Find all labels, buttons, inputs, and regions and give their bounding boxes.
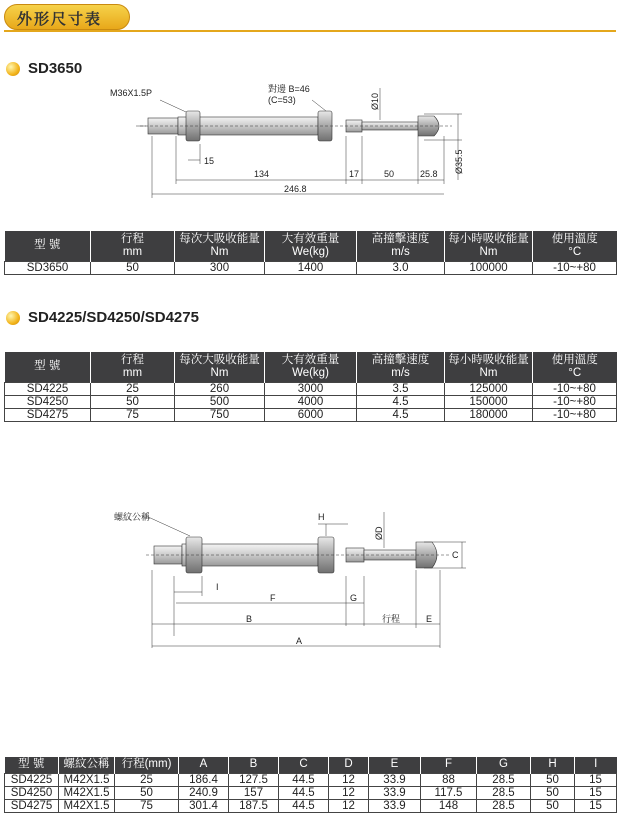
table-cell: SD4250 xyxy=(5,786,59,799)
table-cell: 15 xyxy=(575,786,617,799)
header-cell: 行程(mm) xyxy=(115,757,179,773)
bullet-icon xyxy=(6,311,20,325)
table-cell: 75 xyxy=(91,408,175,421)
table-cell: 157 xyxy=(229,786,279,799)
header-cell: 使用溫度 °C xyxy=(533,352,617,382)
sd3650-drawing xyxy=(0,80,620,205)
dim-25-8: 25.8 xyxy=(420,169,438,179)
table-cell: SD4225 xyxy=(5,773,59,786)
table-cell: M42X1.5 xyxy=(59,773,115,786)
header-cell: 行程 mm xyxy=(91,352,175,382)
table-row xyxy=(5,395,617,408)
header-cell: 螺紋公稱 xyxy=(59,757,115,773)
flat-label-1: 對邊 B=46 xyxy=(268,84,310,94)
table-row xyxy=(5,799,617,812)
header-cell: 型 號 xyxy=(5,352,91,382)
collar xyxy=(346,120,362,132)
dim-17: 17 xyxy=(349,169,360,179)
table-row xyxy=(5,786,617,799)
table-cell: 1400 xyxy=(265,261,357,274)
table-cell: 6000 xyxy=(265,408,357,421)
table-cell: -10~+80 xyxy=(533,382,617,395)
table-cell: 15 xyxy=(575,799,617,812)
header-cell: I xyxy=(575,757,617,773)
table-cell: 12 xyxy=(329,773,369,786)
header-cell: D xyxy=(329,757,369,773)
table-cell: 12 xyxy=(329,799,369,812)
table-cell: 4000 xyxy=(265,395,357,408)
table-cell: 3.5 xyxy=(357,382,445,395)
table-header-row xyxy=(5,352,617,382)
label-A: A xyxy=(296,636,303,646)
table-cell: SD4275 xyxy=(5,799,59,812)
table-cell: 50 xyxy=(531,786,575,799)
header-cell: G xyxy=(477,757,531,773)
table-cell: M42X1.5 xyxy=(59,786,115,799)
table-cell: 117.5 xyxy=(421,786,477,799)
header-cell: 型 號 xyxy=(5,231,91,261)
header-cell: H xyxy=(531,757,575,773)
label-F: F xyxy=(270,593,276,603)
sd42xx-drawing xyxy=(0,500,620,660)
table-cell: 240.9 xyxy=(179,786,229,799)
table-cell: 50 xyxy=(531,773,575,786)
table-cell: 28.5 xyxy=(477,799,531,812)
header-cell: 每小時吸收能量 Nm xyxy=(445,352,533,382)
header-cell: C xyxy=(279,757,329,773)
table-cell: 127.5 xyxy=(229,773,279,786)
table-cell: 148 xyxy=(421,799,477,812)
header-cell: 高撞擊速度 m/s xyxy=(357,231,445,261)
header-cell: 高撞擊速度 m/s xyxy=(357,352,445,382)
table-cell: 125000 xyxy=(445,382,533,395)
table-cell: 33.9 xyxy=(369,799,421,812)
table-cell: 100000 xyxy=(445,261,533,274)
table-cell: 44.5 xyxy=(279,773,329,786)
header-cell: 大有效重量 We(kg) xyxy=(265,231,357,261)
table-row xyxy=(5,261,617,274)
table-cell: 12 xyxy=(329,786,369,799)
table-header-row xyxy=(5,231,617,261)
thread-label: M36X1.5P xyxy=(110,88,153,98)
label-stroke: 行程 xyxy=(382,614,401,624)
table-row xyxy=(5,382,617,395)
table-cell: 28.5 xyxy=(477,786,531,799)
table-header-row xyxy=(5,757,617,773)
table-cell: 28.5 xyxy=(477,773,531,786)
table-row xyxy=(5,773,617,786)
header-cell: 每小時吸收能量 Nm xyxy=(445,231,533,261)
header-cell: 每次大吸收能量 Nm xyxy=(175,352,265,382)
table-cell: 25 xyxy=(91,382,175,395)
dim-246-8: 246.8 xyxy=(284,184,307,194)
table-cell: 44.5 xyxy=(279,799,329,812)
table-cell: 25 xyxy=(115,773,179,786)
table-cell: 260 xyxy=(175,382,265,395)
thread-label: 螺紋公稱 xyxy=(114,512,151,522)
header-cell: 行程 mm xyxy=(91,231,175,261)
label-G: G xyxy=(350,593,358,603)
table-cell: 750 xyxy=(175,408,265,421)
table-cell: 44.5 xyxy=(279,786,329,799)
table-cell: -10~+80 xyxy=(533,261,617,274)
table-cell: 187.5 xyxy=(229,799,279,812)
table-cell: 3000 xyxy=(265,382,357,395)
sd42xx-dimension-table xyxy=(4,757,617,813)
table-cell: SD4250 xyxy=(5,395,91,408)
dim-phi10: Ø10 xyxy=(370,92,380,110)
label-H: H xyxy=(318,512,325,522)
sd3650-spec-table xyxy=(4,231,617,275)
table-cell: SD3650 xyxy=(5,261,91,274)
table-cell: 300 xyxy=(175,261,265,274)
dim-phi35-5: Ø35.5 xyxy=(454,149,464,174)
table-cell: 186.4 xyxy=(179,773,229,786)
table-cell: 33.9 xyxy=(369,786,421,799)
dim-15: 15 xyxy=(204,156,215,166)
table-cell: 4.5 xyxy=(357,395,445,408)
table-cell: -10~+80 xyxy=(533,408,617,421)
header-cell: E xyxy=(369,757,421,773)
table-cell: 150000 xyxy=(445,395,533,408)
table-cell: 15 xyxy=(575,773,617,786)
header-title: 外形尺寸表 xyxy=(17,10,103,28)
table-cell: SD4275 xyxy=(5,408,91,421)
table-cell: 50 xyxy=(91,261,175,274)
table-cell: 50 xyxy=(115,786,179,799)
table-cell: 180000 xyxy=(445,408,533,421)
header-cell: 每次大吸收能量 Nm xyxy=(175,231,265,261)
dim-50: 50 xyxy=(384,169,395,179)
table-cell: 50 xyxy=(91,395,175,408)
label-E: E xyxy=(426,614,433,624)
table-cell: 50 xyxy=(531,799,575,812)
header-cell: A xyxy=(179,757,229,773)
label-I: I xyxy=(216,582,219,592)
table-cell: 33.9 xyxy=(369,773,421,786)
table-cell: 500 xyxy=(175,395,265,408)
label-phiD: ØD xyxy=(374,526,384,540)
table-cell: 88 xyxy=(421,773,477,786)
table-cell: M42X1.5 xyxy=(59,799,115,812)
header-cell: 使用溫度 °C xyxy=(533,231,617,261)
sd42xx-spec-table xyxy=(4,352,617,422)
label-B: B xyxy=(246,614,253,624)
section-header-tab xyxy=(4,4,130,30)
table-cell: 75 xyxy=(115,799,179,812)
bullet-icon xyxy=(6,62,20,76)
label-C: C xyxy=(452,550,459,560)
header-cell: F xyxy=(421,757,477,773)
header-divider xyxy=(4,30,616,32)
table-cell: 301.4 xyxy=(179,799,229,812)
table-row xyxy=(5,408,617,421)
header-cell: 大有效重量 We(kg) xyxy=(265,352,357,382)
table-cell: 4.5 xyxy=(357,408,445,421)
flat-label-2: (C=53) xyxy=(268,95,296,105)
header-cell: B xyxy=(229,757,279,773)
dim-134: 134 xyxy=(254,169,270,179)
table-cell: 3.0 xyxy=(357,261,445,274)
table-cell: -10~+80 xyxy=(533,395,617,408)
table-cell: SD4225 xyxy=(5,382,91,395)
header-cell: 型 號 xyxy=(5,757,59,773)
